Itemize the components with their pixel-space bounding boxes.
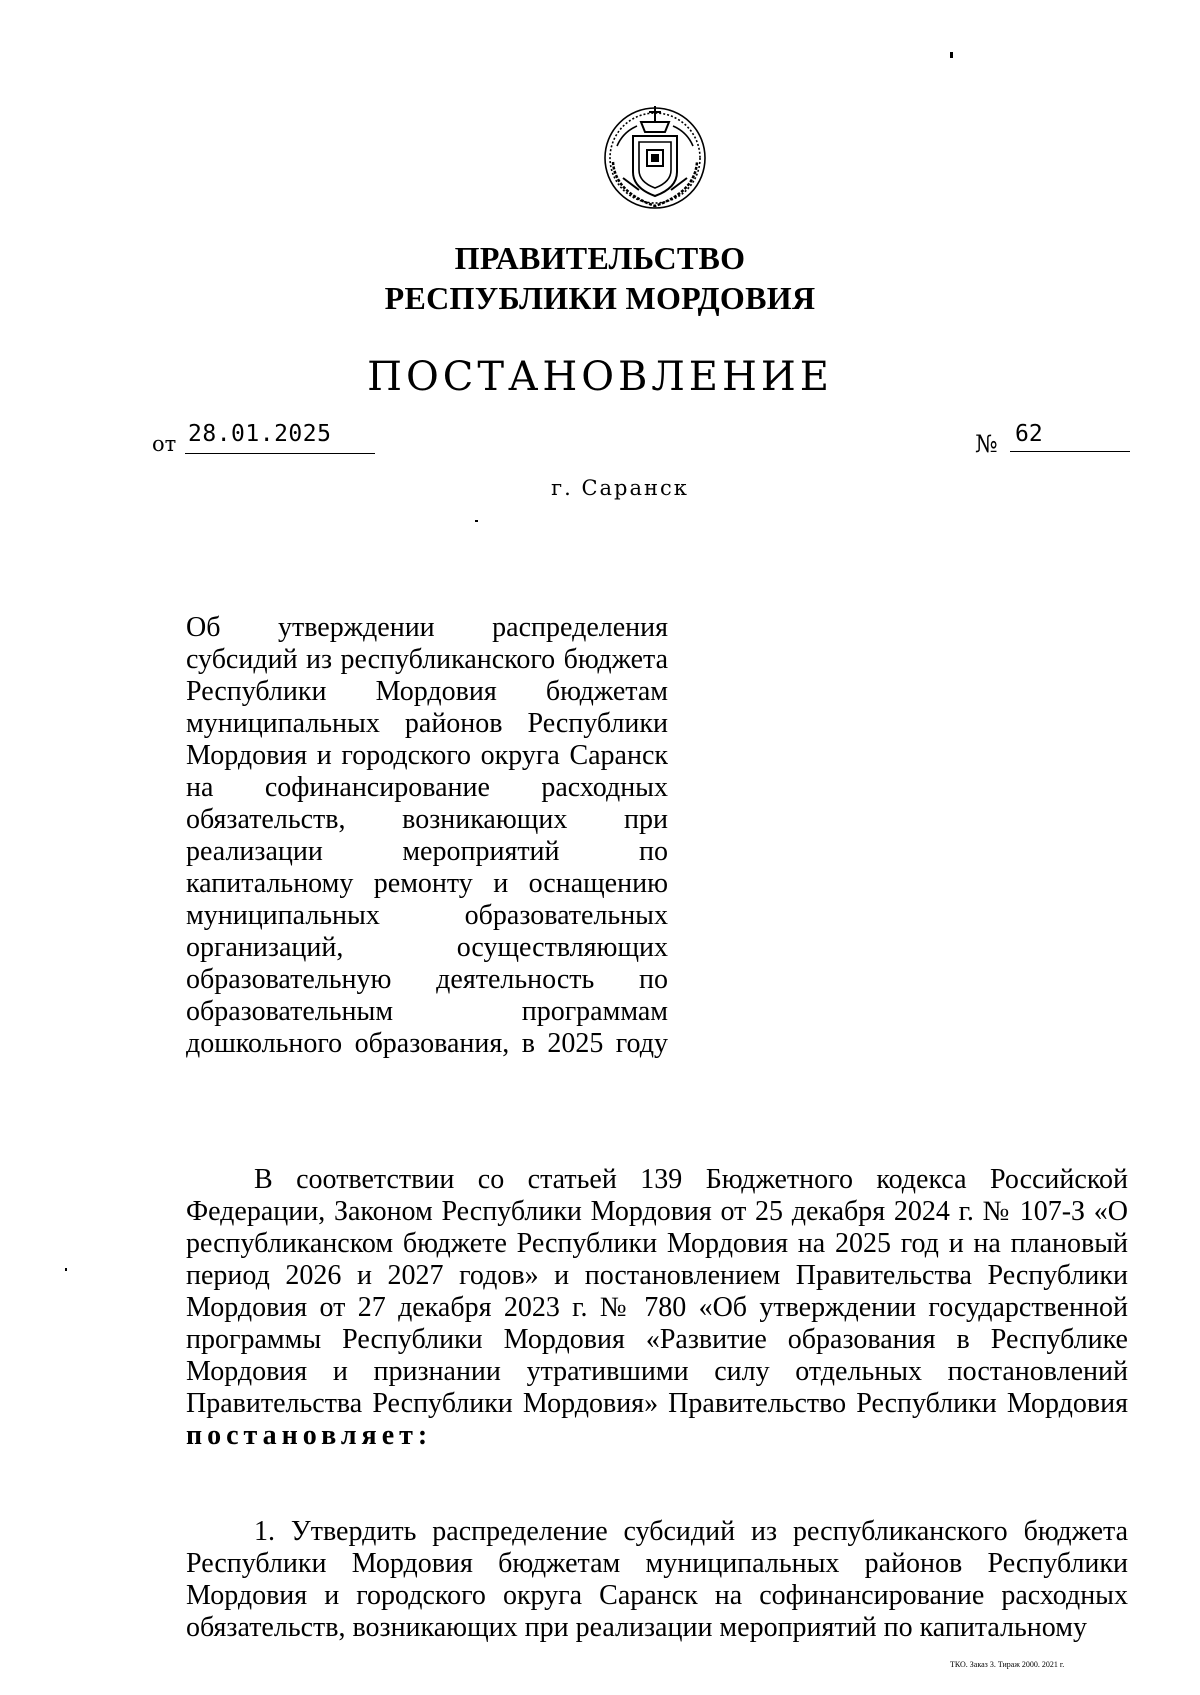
number-underline <box>1010 451 1130 452</box>
number-prefix: № <box>975 430 998 458</box>
scan-speck <box>475 520 478 522</box>
scan-speck <box>65 1268 67 1271</box>
document-number: 62 <box>1015 421 1043 447</box>
resolution-keyword: постановляет: <box>186 1420 433 1451</box>
scan-speck <box>950 52 953 58</box>
document-title: Об утверждении распределения субсидий из республиканского бюджета Республики Мордовия бюджетам муниципальных районов Республики Мордовия и городского округа Саранск на софинансирование расходных обязательств, возникающих при реализации мероприятий по капитальному ремонту и оснащению муниципальных образовательных организаций, осуществляющих образовательную деятельность по образовательным программам дошкольного образования, в 2025 году <box>186 612 668 1059</box>
print-info: ТКО. Заказ 3. Тираж 2000. 2021 г. <box>950 1660 1065 1669</box>
preamble-paragraph <box>186 1164 1128 1452</box>
document-type: ПОСТАНОВЛЕНИЕ <box>367 354 833 400</box>
date-prefix: от <box>152 432 177 456</box>
clause-1-paragraph: 1. Утвердить распределение субсидий из республиканского бюджета Республики Мордовия бюджетам муниципальных районов Республики Мордовия и городского округа Саранск на софинансирование расходных обязательств, возникающих при реализации мероприятий по капитальному <box>186 1516 1128 1643</box>
document-date: 28.01.2025 <box>188 421 332 447</box>
date-underline <box>185 453 375 454</box>
coat-of-arms-of-mordovia-icon <box>593 92 717 216</box>
preamble-text: В соответствии со статьей 139 Бюджетного кодекса Российской Федерации, Законом Республики Мордовия от 25 декабря 2024 г. № 107-З «О республиканском бюджете Республики Мордовия на 2025 год и на плановый период 2026 и 2027 годов» и постановлением Правительства Республики Мордовия от 27 декабря 2023 г. № 780 «Об утверждении государственной программы Республики Мордовия «Развитие образования в Республике Мордовия и признании утратившими силу отдельных постановлений Правительства Республики Мордовия» Правительство Республики Мордовия <box>186 1164 1128 1419</box>
city: г. Саранск <box>551 476 689 500</box>
organization-name-line1: ПРАВИТЕЛЬСТВО <box>454 240 746 276</box>
organization-name-line2: РЕСПУБЛИКИ МОРДОВИЯ <box>384 280 816 316</box>
